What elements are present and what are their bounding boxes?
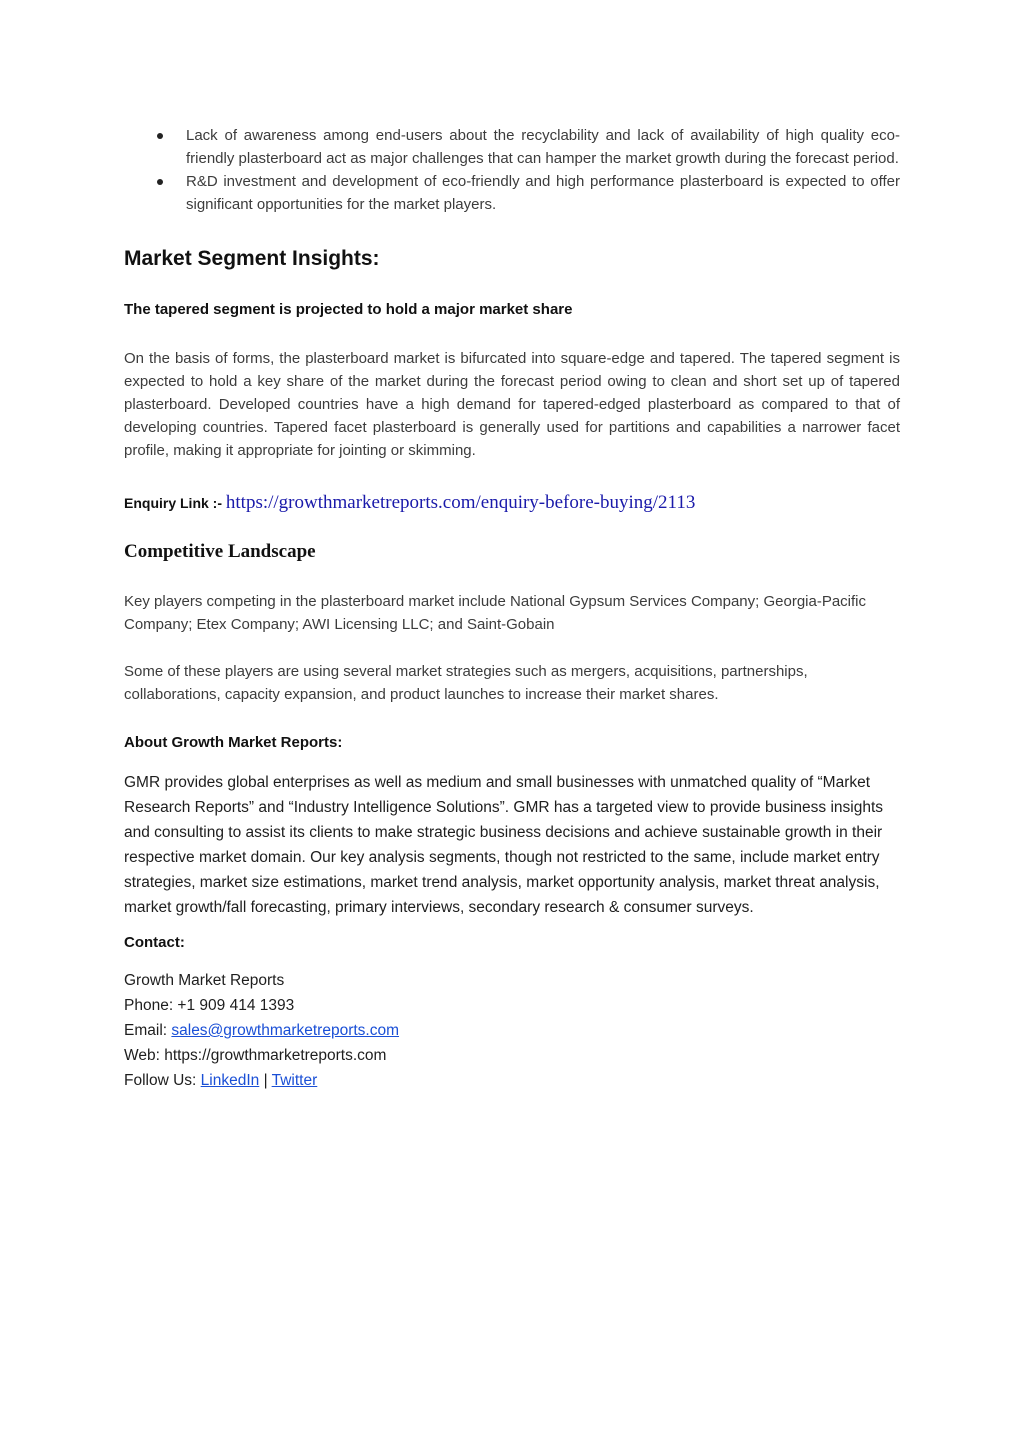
bullet-item xyxy=(124,124,900,170)
about-heading: About Growth Market Reports: xyxy=(124,734,343,751)
follow-label: Follow Us: xyxy=(124,1072,201,1089)
company-name: Growth Market Reports xyxy=(124,972,285,989)
strategies-paragraph: Some of these players are using several market strategies such as mergers, acquisitions, partnerships, collaborations, capacity expansion, and product launches to increase their market shares. xyxy=(124,663,808,703)
contact-heading: Contact: xyxy=(124,934,185,951)
about-paragraph: GMR provides global enterprises as well as medium and small businesses with unmatched quality of “Market Research Reports” and “Industry Intelligence Solutions”. GMR has a targeted view to provide business insights and consulting to assist its clients to make strategic business decisions and achieve sustainable growth in their respective market domain. Our key analysis segments, though not restricted to the same, include market entry strategies, market size estimations, market trend analysis, market opportunity analysis, market threat analysis, market growth/fall forecasting, primary interviews, secondary research & consumer surveys. xyxy=(124,774,884,916)
key-players-paragraph: Key players competing in the plasterboard market include National Gypsum Services Company; Georgia-Pacific Company; Etex Company; AWI Licensing LLC; and Saint-Gobain xyxy=(124,593,867,633)
bullet-icon xyxy=(157,133,163,139)
link-separator: | xyxy=(259,1072,272,1089)
bullet-text: R&D investment and development of eco-friendly and high performance plasterboard is expected to offer significant opportunities for the market players. xyxy=(186,173,900,213)
email-link[interactable]: sales@growthmarketreports.com xyxy=(171,1022,400,1039)
enquiry-line xyxy=(124,490,900,516)
challenges-bullet-list xyxy=(124,124,900,216)
contact-details xyxy=(124,968,900,1093)
bullet-icon xyxy=(157,179,163,185)
phone-line: Phone: +1 909 414 1393 xyxy=(124,997,295,1014)
linkedin-link[interactable]: LinkedIn xyxy=(200,1072,260,1089)
web-line: Web: https://growthmarketreports.com xyxy=(124,1047,387,1064)
document-page xyxy=(124,124,900,1093)
enquiry-link[interactable]: https://growthmarketreports.com/enquiry-before-buying/2113 xyxy=(225,492,696,513)
bullet-item xyxy=(124,170,900,216)
market-segment-heading: Market Segment Insights: xyxy=(124,247,380,270)
email-label: Email: xyxy=(124,1022,172,1039)
enquiry-label: Enquiry Link :- xyxy=(124,495,226,511)
market-segment-paragraph: On the basis of forms, the plasterboard market is bifurcated into square-edge and tapered. The tapered segment is expected to hold a key share of the market during the forecast period owing to clean and short set up of tapered plasterboard. Developed countries have a high demand for tapered-edged plasterboard as compared to that of developing countries. Tapered facet plasterboard is generally used for partitions and capabilities a narrower facet profile, making it appropriate for jointing or skimming. xyxy=(124,350,900,459)
twitter-link[interactable]: Twitter xyxy=(271,1072,318,1089)
email-line xyxy=(124,1018,900,1043)
bullet-text: Lack of awareness among end-users about the recyclability and lack of availability of high quality eco-friendly plasterboard act as major challenges that can hamper the market growth during the forecast period. xyxy=(186,127,900,167)
competitive-landscape-heading: Competitive Landscape xyxy=(124,541,316,562)
follow-line xyxy=(124,1068,900,1093)
tapered-segment-subheading: The tapered segment is projected to hold a major market share xyxy=(124,301,573,318)
